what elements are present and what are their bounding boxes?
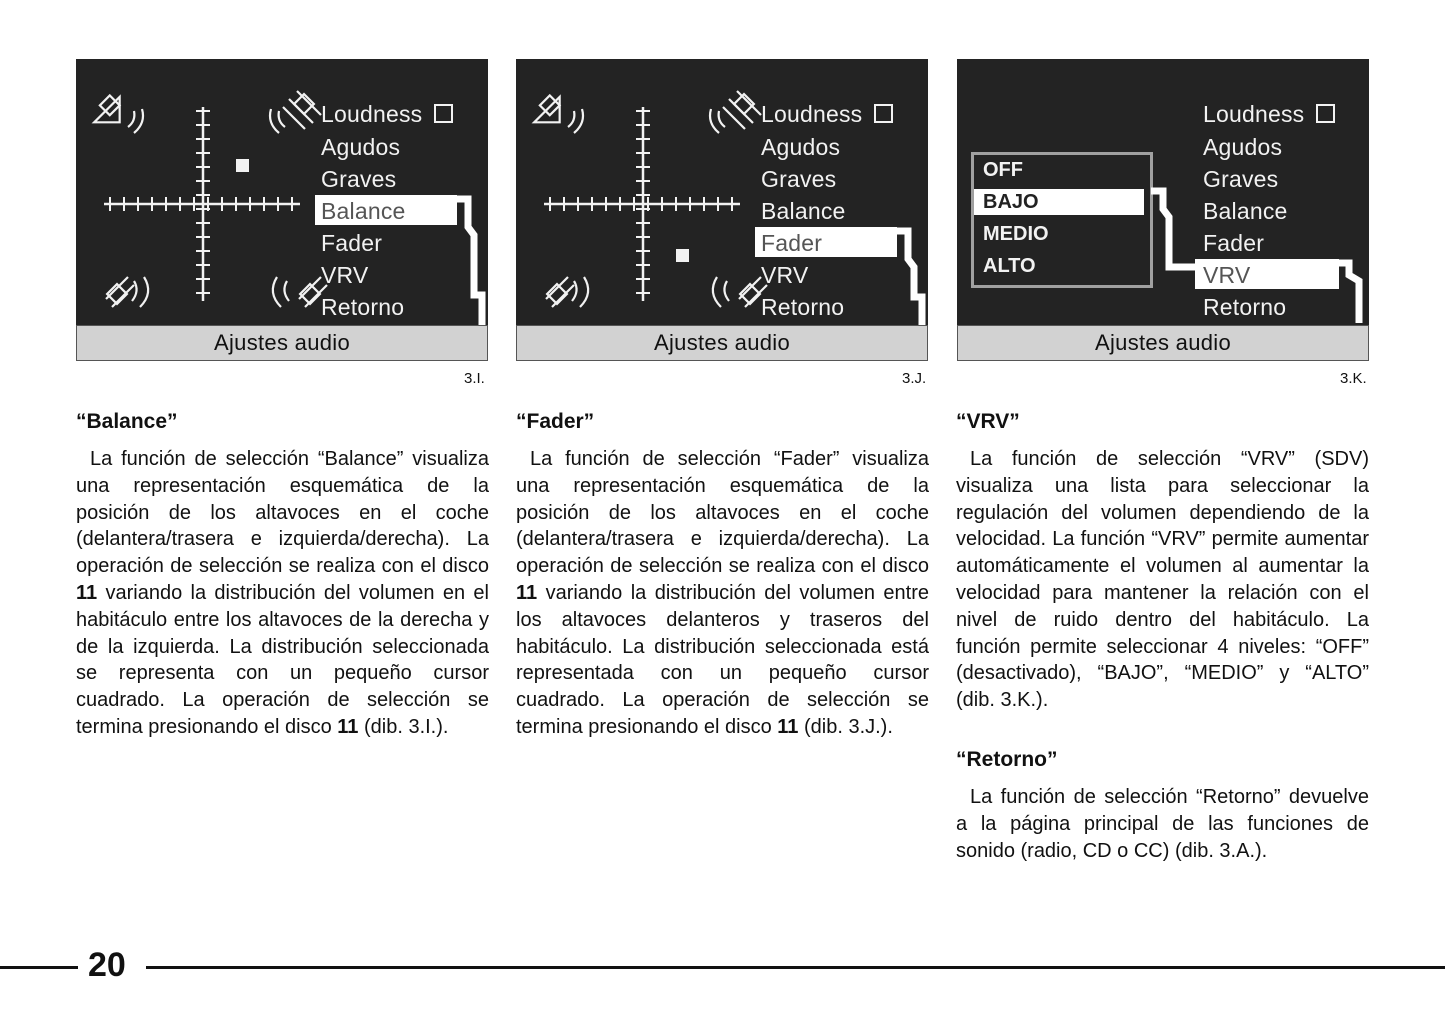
speaker-rear-left-icon: [106, 277, 148, 307]
section-fader: [516, 410, 929, 741]
display-figure-fader: [516, 59, 928, 361]
menu-item-retorno[interactable]: Retorno: [321, 294, 405, 320]
speaker-front-left-icon: [534, 95, 583, 135]
menu-item-retorno[interactable]: Retorno: [1203, 294, 1287, 320]
menu-item-fader[interactable]: Fader: [321, 230, 383, 256]
speaker-front-right-icon: [270, 91, 321, 133]
menu-item-vrv[interactable]: VRV: [1203, 262, 1251, 288]
figure-caption: 3.I.: [464, 370, 485, 387]
page-number: 20: [88, 946, 126, 984]
footer-rule-right: [146, 966, 1445, 969]
speaker-layout-diagram: [76, 59, 488, 327]
menu-item-agudos[interactable]: Agudos: [321, 134, 401, 160]
menu-item-balance[interactable]: Balance: [1203, 198, 1288, 224]
section-balance: [76, 410, 489, 741]
footer-rule-left: [0, 966, 78, 969]
menu-item-loudness[interactable]: Loudness: [761, 101, 893, 128]
loudness-checkbox[interactable]: [874, 104, 893, 123]
menu-item-agudos[interactable]: Agudos: [1203, 134, 1283, 160]
figure-caption: 3.K.: [1340, 370, 1367, 387]
fader-cursor: [676, 249, 689, 262]
speaker-front-right-icon: [710, 91, 761, 133]
speaker-rear-right-icon: [273, 277, 327, 307]
vrv-option-alto[interactable]: ALTO: [983, 255, 1036, 277]
menu-item-vrv[interactable]: VRV: [761, 262, 809, 288]
display-footer-title: Ajustes audio: [516, 325, 928, 361]
loudness-checkbox[interactable]: [1316, 104, 1335, 123]
speaker-rear-left-icon: [546, 277, 588, 307]
balance-cursor: [236, 159, 249, 172]
speaker-front-left-icon: [94, 95, 143, 135]
menu-item-balance[interactable]: Balance: [761, 198, 846, 224]
menu-item-loudness[interactable]: Loudness: [1203, 101, 1335, 128]
section-body-retorno: La función de selección “Retorno” devuelve a la página principal de las funciones de sonido (radio, CD o CC) (dib. 3.A.).: [956, 785, 1369, 862]
section-title: “Fader”: [516, 410, 595, 433]
section-title: “Balance”: [76, 410, 178, 433]
section-vrv: [956, 410, 1369, 864]
display-figure-vrv: [957, 59, 1369, 361]
section-body: La función de selección “Balance” visualiza una representación esquemática de la posición de los altavoces en el coche (delantera/trasera e izquierda/derecha). La operación de selección se realiza con el disco 11 variando la distribución del volumen en el habitáculo entre los altavoces de la derecha y de la izquierda. La distribución seleccionada se representa con un pequeño cursor cuadrado. La operación de selección se termina presionando el disco 11 (dib. 3.I.).: [76, 448, 489, 738]
display-footer-title: Ajustes audio: [76, 325, 488, 361]
figure-caption: 3.J.: [902, 370, 927, 387]
menu-item-fader[interactable]: Fader: [761, 230, 823, 256]
loudness-checkbox[interactable]: [434, 104, 453, 123]
menu-item-graves[interactable]: Graves: [1203, 166, 1279, 192]
menu-item-vrv[interactable]: VRV: [321, 262, 369, 288]
menu-item-balance[interactable]: Balance: [321, 198, 406, 224]
menu-item-graves[interactable]: Graves: [321, 166, 397, 192]
section-title-retorno: “Retorno”: [956, 747, 1058, 771]
vrv-option-off[interactable]: OFF: [983, 159, 1023, 181]
speaker-rear-right-icon: [713, 277, 767, 307]
display-footer-title: Ajustes audio: [957, 325, 1369, 361]
menu-item-loudness[interactable]: Loudness: [321, 101, 453, 128]
menu-item-retorno[interactable]: Retorno: [761, 294, 845, 320]
menu-item-agudos[interactable]: Agudos: [761, 134, 841, 160]
vrv-option-bajo[interactable]: BAJO: [983, 191, 1039, 213]
display-figure-balance: [76, 59, 488, 361]
section-body: La función de selección “Fader” visualiza una representación esquemática de la posición de los altavoces en el coche (delantera/trasera e izquierda/derecha). La operación de selección se realiza con el disco 11 variando la distribución del volumen entre los altavoces delanteros y traseros del habitáculo. La distribución seleccionada está representada con un pequeño cursor cuadrado. La operación de selección se termina presionando el disco 11 (dib. 3.J.).: [516, 448, 929, 738]
section-title: “VRV”: [956, 410, 1020, 433]
menu-item-graves[interactable]: Graves: [761, 166, 837, 192]
vrv-level-list: [971, 152, 1153, 288]
section-body: La función de selección “VRV” (SDV) visualiza una lista para seleccionar la regulación del volumen dependiendo de la velocidad. La función “VRV” permite aumentar automáticamente el volumen al aumentar la velocidad para mantener la relación con el nivel de ruido dentro del habitáculo. La función permite seleccionar 4 niveles: “OFF” (desactivado), “BAJO”, “MEDIO” y “ALTO” (dib. 3.K.).: [956, 448, 1369, 712]
speaker-layout-diagram: [516, 59, 928, 327]
menu-item-fader[interactable]: Fader: [1203, 230, 1265, 256]
vrv-option-medio[interactable]: MEDIO: [983, 223, 1049, 245]
